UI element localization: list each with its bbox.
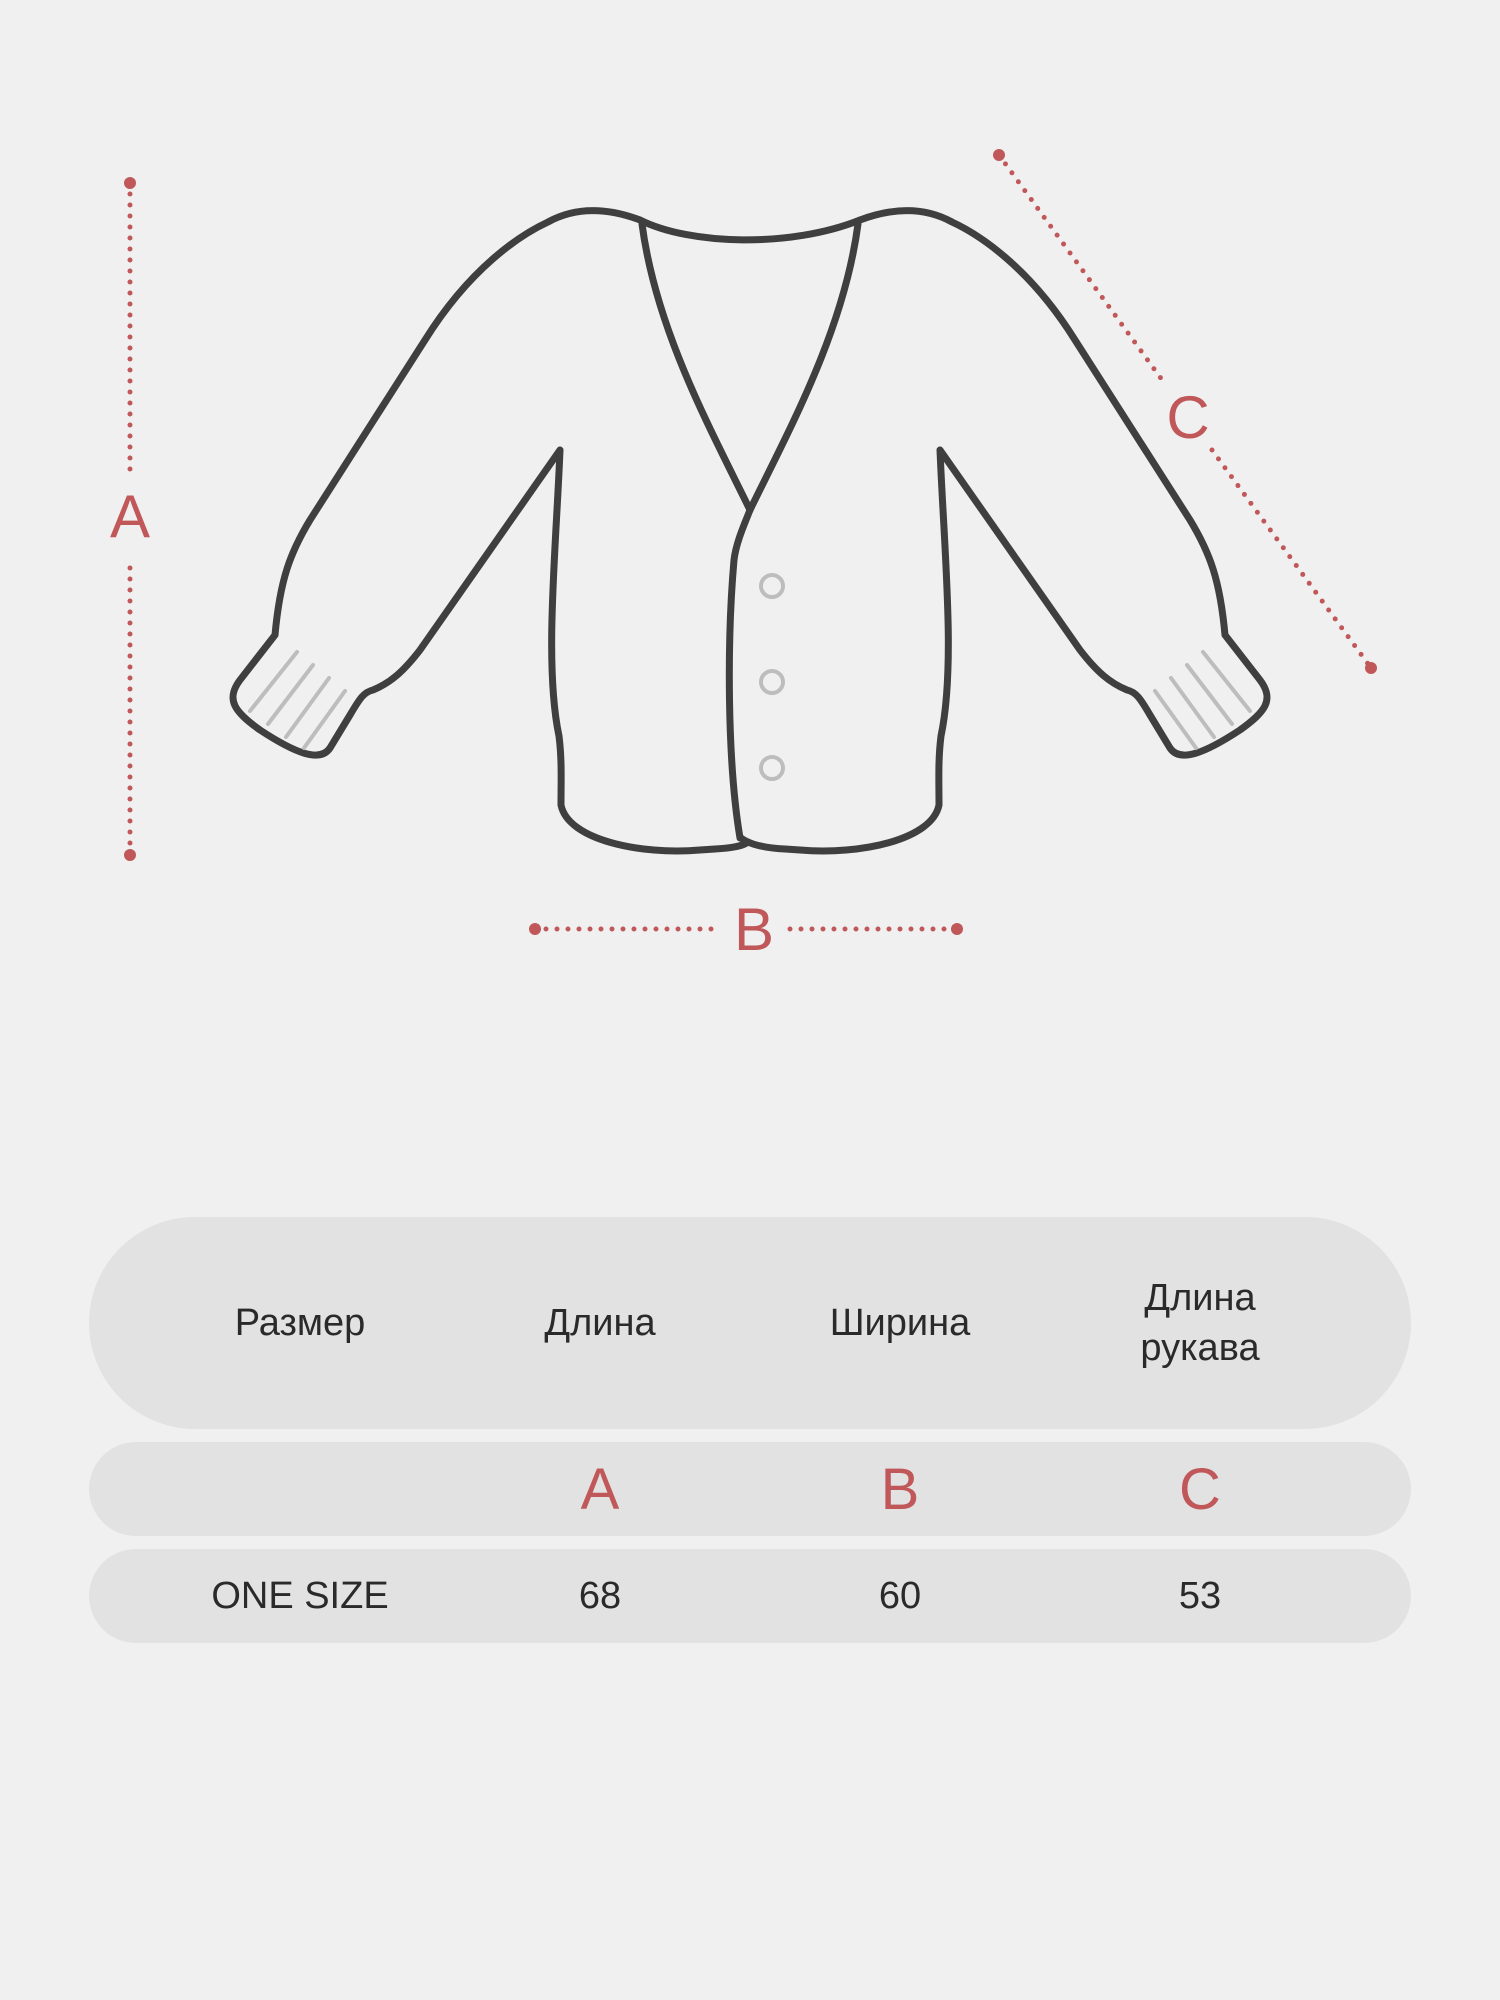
button-icon (761, 757, 783, 779)
letter-b: B (880, 1456, 920, 1522)
header-sleeve-length: Длина рукава (1140, 1277, 1260, 1369)
size-table-header (89, 1217, 1411, 1429)
dimension-c-label: C (1166, 384, 1210, 451)
cardigan-icon (233, 211, 1267, 851)
dimension-b-label: B (733, 896, 775, 963)
header-size: Размер (234, 1302, 366, 1344)
size-table-letters (89, 1442, 1411, 1536)
letter-a: A (580, 1456, 620, 1522)
buttons (761, 575, 783, 779)
cuff-ribs (250, 652, 1250, 748)
sleeve-length-value: 53 (1178, 1574, 1222, 1617)
table-row (89, 1549, 1411, 1643)
header-length: Длина (544, 1302, 656, 1344)
length-value: 68 (578, 1574, 622, 1617)
dimension-a-label: A (109, 483, 151, 550)
width-value: 60 (878, 1574, 922, 1617)
button-icon (761, 671, 783, 693)
size-value: ONE SIZE (211, 1574, 389, 1617)
letter-c: C (1179, 1456, 1221, 1522)
header-width: Ширина (829, 1302, 971, 1344)
button-icon (761, 575, 783, 597)
